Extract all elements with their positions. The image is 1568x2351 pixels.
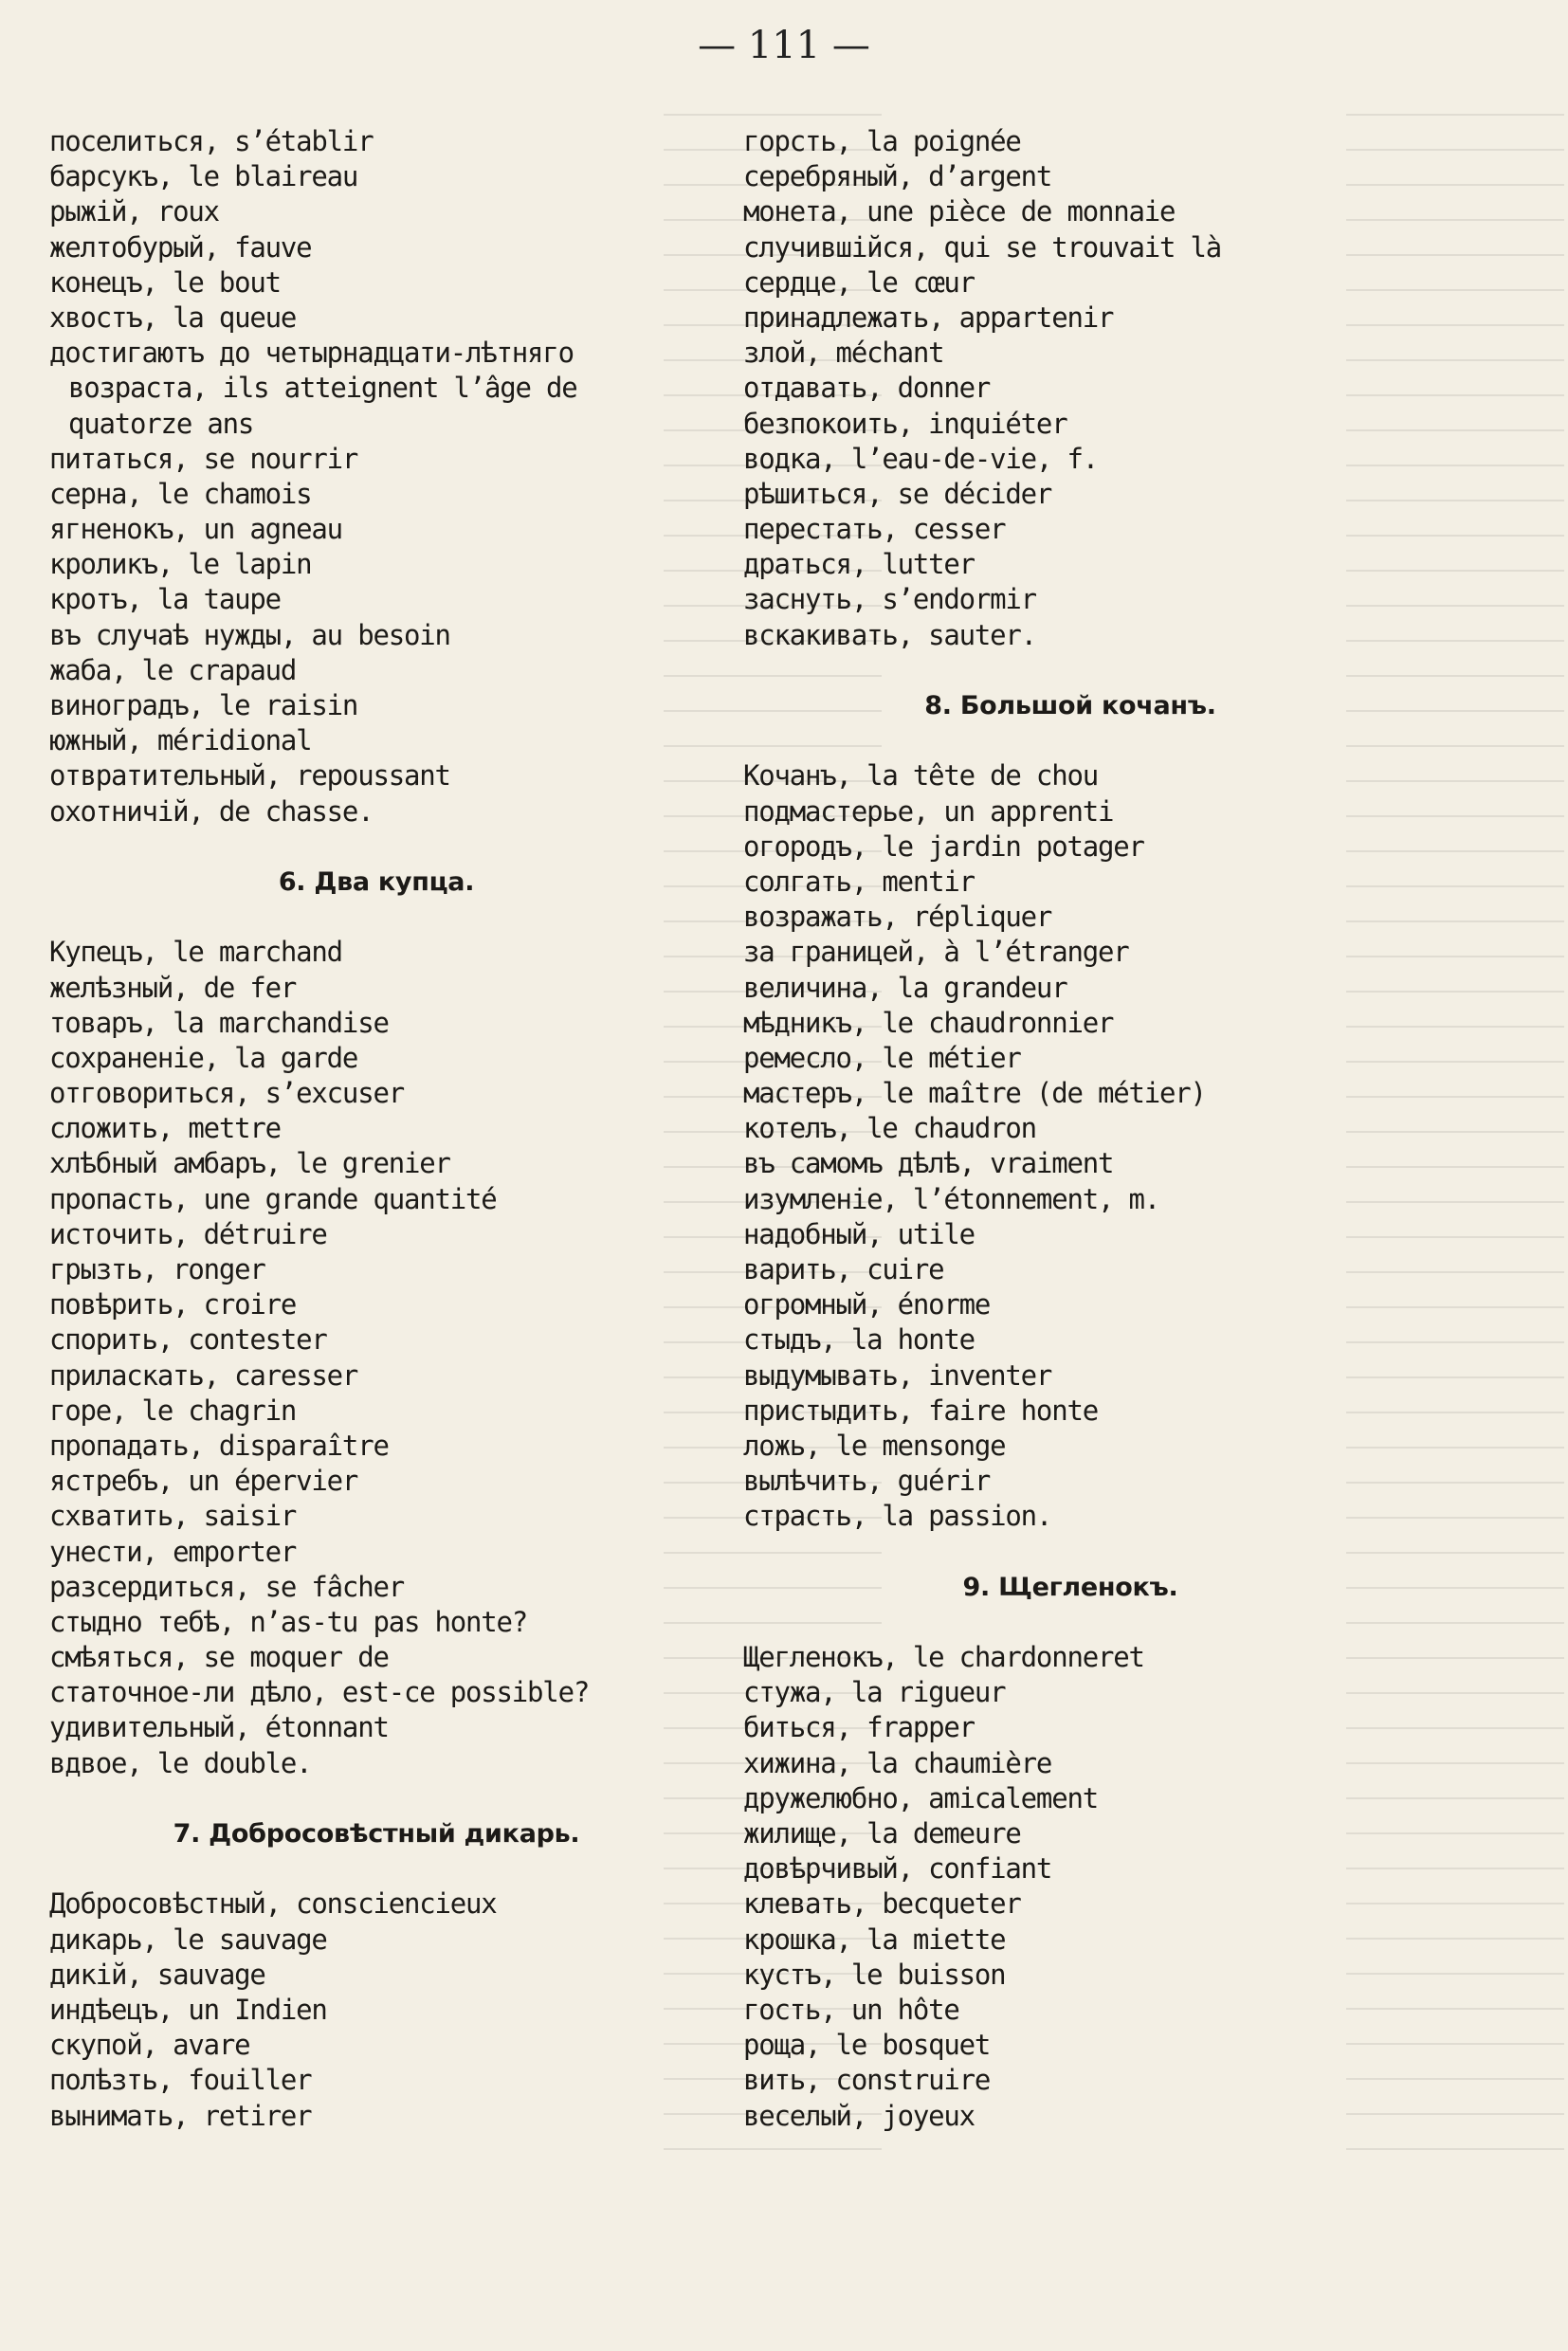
vocabulary-entry: за границей, à l’étranger <box>743 936 1129 969</box>
vocabulary-entry: случившійся, qui se trouvait là <box>743 230 1222 264</box>
vocabulary-entry: полѣзть, fouiller <box>49 2064 312 2097</box>
vocabulary-entry: Кочанъ, la tête de chou <box>743 759 1098 793</box>
vocabulary-entry: повѣрить, croire <box>49 1288 297 1321</box>
vocabulary-entry: кроликъ, le lapin <box>49 548 312 581</box>
vocabulary-entry: варить, cuire <box>743 1253 944 1285</box>
vocabulary-entry: перестать, cesser <box>743 513 1006 546</box>
vocabulary-entry-continuation: quatorze ans <box>68 407 254 440</box>
vocabulary-entry-continuation: возраста, ils atteignent l’âge de <box>68 372 577 405</box>
vocabulary-entry: рыжій, roux <box>49 195 219 228</box>
vocabulary-entry: вылѣчить, guérir <box>743 1465 991 1498</box>
vocabulary-entry: безпокоить, inquiéter <box>743 407 1067 440</box>
vocabulary-entry: страсть, la passion. <box>743 1500 1052 1533</box>
vocabulary-entry: довѣрчивый, confiant <box>743 1852 1052 1886</box>
vocabulary-entry: солгать, mentir <box>743 865 975 898</box>
vocabulary-entry: смѣяться, se moquer de <box>49 1641 389 1674</box>
vocabulary-entry: источить, détruire <box>49 1217 327 1250</box>
vocabulary-entry: стыдно тебѣ, n’as-tu pas honte? <box>49 1605 528 1638</box>
vocabulary-entry: сердце, le cœur <box>743 265 975 299</box>
vocabulary-entry: грызть, ronger <box>49 1253 265 1285</box>
vocabulary-entry: скупой, avare <box>49 2029 250 2062</box>
vocabulary-entry: ремесло, le métier <box>743 1041 1021 1074</box>
vocabulary-entry: вдвое, le double. <box>49 1746 312 1779</box>
vocabulary-entry: въ случаѣ нужды, au besoin <box>49 618 450 651</box>
vocabulary-entry: Добросовѣстный, consciencieux <box>49 1887 497 1921</box>
vocabulary-entry: желтобурый, fauve <box>49 230 312 264</box>
vocabulary-entry: разсердиться, se fâcher <box>49 1570 404 1603</box>
vocabulary-entry: клевать, becqueter <box>743 1887 1021 1921</box>
vocabulary-entry: вить, construire <box>743 2064 991 2097</box>
vocabulary-entry: котелъ, le chaudron <box>743 1112 1036 1145</box>
vocabulary-entry: ложь, le mensonge <box>743 1429 1006 1462</box>
vocabulary-entry: кустъ, le buisson <box>743 1958 1006 1991</box>
vocabulary-entry: пропадать, disparaître <box>49 1429 389 1462</box>
vocabulary-entry: огромный, énorme <box>743 1288 991 1321</box>
left-column <box>49 124 703 2134</box>
vocabulary-entry: дикій, sauvage <box>49 1958 265 1991</box>
vocabulary-entry: питаться, se nourrir <box>49 442 358 475</box>
vocabulary-entry: хвостъ, la queue <box>49 301 297 334</box>
vocabulary-entry: горе, le chagrin <box>49 1394 297 1427</box>
vocabulary-entry: конецъ, le bout <box>49 265 281 299</box>
vocabulary-entry: пропасть, une grande quantité <box>49 1182 497 1215</box>
vocabulary-entry: стужа, la rigueur <box>743 1676 1006 1709</box>
vocabulary-entry: дикарь, le sauvage <box>49 1923 327 1956</box>
vocabulary-entry: водка, l’eau-de-vie, f. <box>743 442 1098 475</box>
vocabulary-entry: жаба, le crapaud <box>49 653 297 686</box>
vocabulary-entry: заснуть, s’endormir <box>743 583 1036 616</box>
page-number: — 111 — <box>698 24 870 67</box>
vocabulary-entry: стыдъ, la honte <box>743 1323 975 1357</box>
vocabulary-entry: индѣецъ, un Indien <box>49 1993 327 2026</box>
vocabulary-entry: удивительный, étonnant <box>49 1711 389 1744</box>
vocabulary-entry: крошка, la miette <box>743 1923 1006 1956</box>
vocabulary-entry: ястребъ, un épervier <box>49 1465 358 1498</box>
vocabulary-entry: подмастерье, un apprenti <box>743 794 1114 828</box>
vocabulary-entry: серна, le chamois <box>49 477 312 510</box>
vocabulary-entry: мѣдникъ, le chaudronnier <box>743 1006 1114 1039</box>
vocabulary-entry: приласкать, caresser <box>49 1358 358 1392</box>
vocabulary-entry: биться, frapper <box>743 1711 975 1744</box>
vocabulary-entry: сохраненіе, la garde <box>49 1041 358 1074</box>
vocabulary-entry: вскакивать, sauter. <box>743 618 1036 651</box>
vocabulary-entry: драться, lutter <box>743 548 975 581</box>
vocabulary-entry: хижина, la chaumière <box>743 1746 1052 1779</box>
vocabulary-entry: отдавать, donner <box>743 372 991 405</box>
right-column <box>743 124 1397 2134</box>
vocabulary-entry: огородъ, le jardin potager <box>743 829 1144 863</box>
vocabulary-entry: пристыдить, faire honte <box>743 1394 1098 1427</box>
vocabulary-entry: величина, la grandeur <box>743 971 1067 1004</box>
vocabulary-entry: веселый, joyeux <box>743 2099 975 2132</box>
vocabulary-entry: охотничій, de chasse. <box>49 794 374 828</box>
vocabulary-entry: серебряный, d’argent <box>743 160 1052 193</box>
section-heading: 6. Два купца. <box>278 866 475 897</box>
vocabulary-entry: отговориться, s’excuser <box>49 1077 404 1110</box>
vocabulary-entry: товаръ, la marchandise <box>49 1006 389 1039</box>
vocabulary-entry: схватить, saisir <box>49 1500 297 1533</box>
vocabulary-entry: кротъ, la taupe <box>49 583 281 616</box>
vocabulary-entry: виноградъ, le raisin <box>49 689 358 721</box>
vocabulary-entry: спорить, contester <box>49 1323 327 1357</box>
vocabulary-entry: роща, le bosquet <box>743 2029 991 2062</box>
vocabulary-entry: рѣшиться, se décider <box>743 477 1052 510</box>
vocabulary-entry: злой, méchant <box>743 337 944 370</box>
vocabulary-entry: принадлежать, appartenir <box>743 301 1114 334</box>
vocabulary-entry: поселиться, s’établir <box>49 125 374 157</box>
vocabulary-entry: унести, emporter <box>49 1535 297 1568</box>
vocabulary-entry: монета, une pièce de monnaie <box>743 195 1176 228</box>
vocabulary-entry: вынимать, retirer <box>49 2099 312 2132</box>
vocabulary-entry: Купецъ, le marchand <box>49 936 342 969</box>
vocabulary-entry: дружелюбно, amicalement <box>743 1781 1098 1814</box>
vocabulary-entry: мастеръ, le maître (de métier) <box>743 1077 1206 1110</box>
vocabulary-entry: барсукъ, le blaireau <box>49 160 358 193</box>
vocabulary-entry: сложить, mettre <box>49 1112 281 1145</box>
vocabulary-entry: Щегленокъ, le chardonneret <box>743 1641 1144 1674</box>
vocabulary-entry: гость, un hôte <box>743 1993 959 2026</box>
section-heading: 8. Большой кочанъ. <box>924 691 1216 720</box>
vocabulary-entry: изумленіе, l’étonnement, m. <box>743 1182 1160 1215</box>
vocabulary-entry: хлѣбный амбаръ, le grenier <box>49 1147 450 1180</box>
vocabulary-entry: жилище, la demeure <box>743 1817 1021 1850</box>
vocabulary-entry: достигаютъ до четырнадцати-лѣтняго <box>49 337 574 370</box>
section-heading: 9. Щегленокъ. <box>962 1572 1178 1602</box>
vocabulary-entry: желѣзный, de fer <box>49 971 297 1004</box>
section-heading: 7. Добросовѣстный дикарь. <box>173 1819 580 1849</box>
vocabulary-entry: ягненокъ, un agneau <box>49 513 342 546</box>
vocabulary-entry: надобный, utile <box>743 1217 975 1250</box>
vocabulary-entry: южный, méridional <box>49 724 312 757</box>
vocabulary-entry: статочное-ли дѣло, est-ce possible? <box>49 1676 590 1709</box>
vocabulary-entry: возражать, répliquer <box>743 901 1052 934</box>
vocabulary-entry: горсть, la poignée <box>743 125 1021 157</box>
vocabulary-entry: въ самомъ дѣлѣ, vraiment <box>743 1147 1114 1180</box>
vocabulary-entry: отвратительный, repoussant <box>49 759 450 793</box>
vocabulary-entry: выдумывать, inventer <box>743 1358 1052 1392</box>
